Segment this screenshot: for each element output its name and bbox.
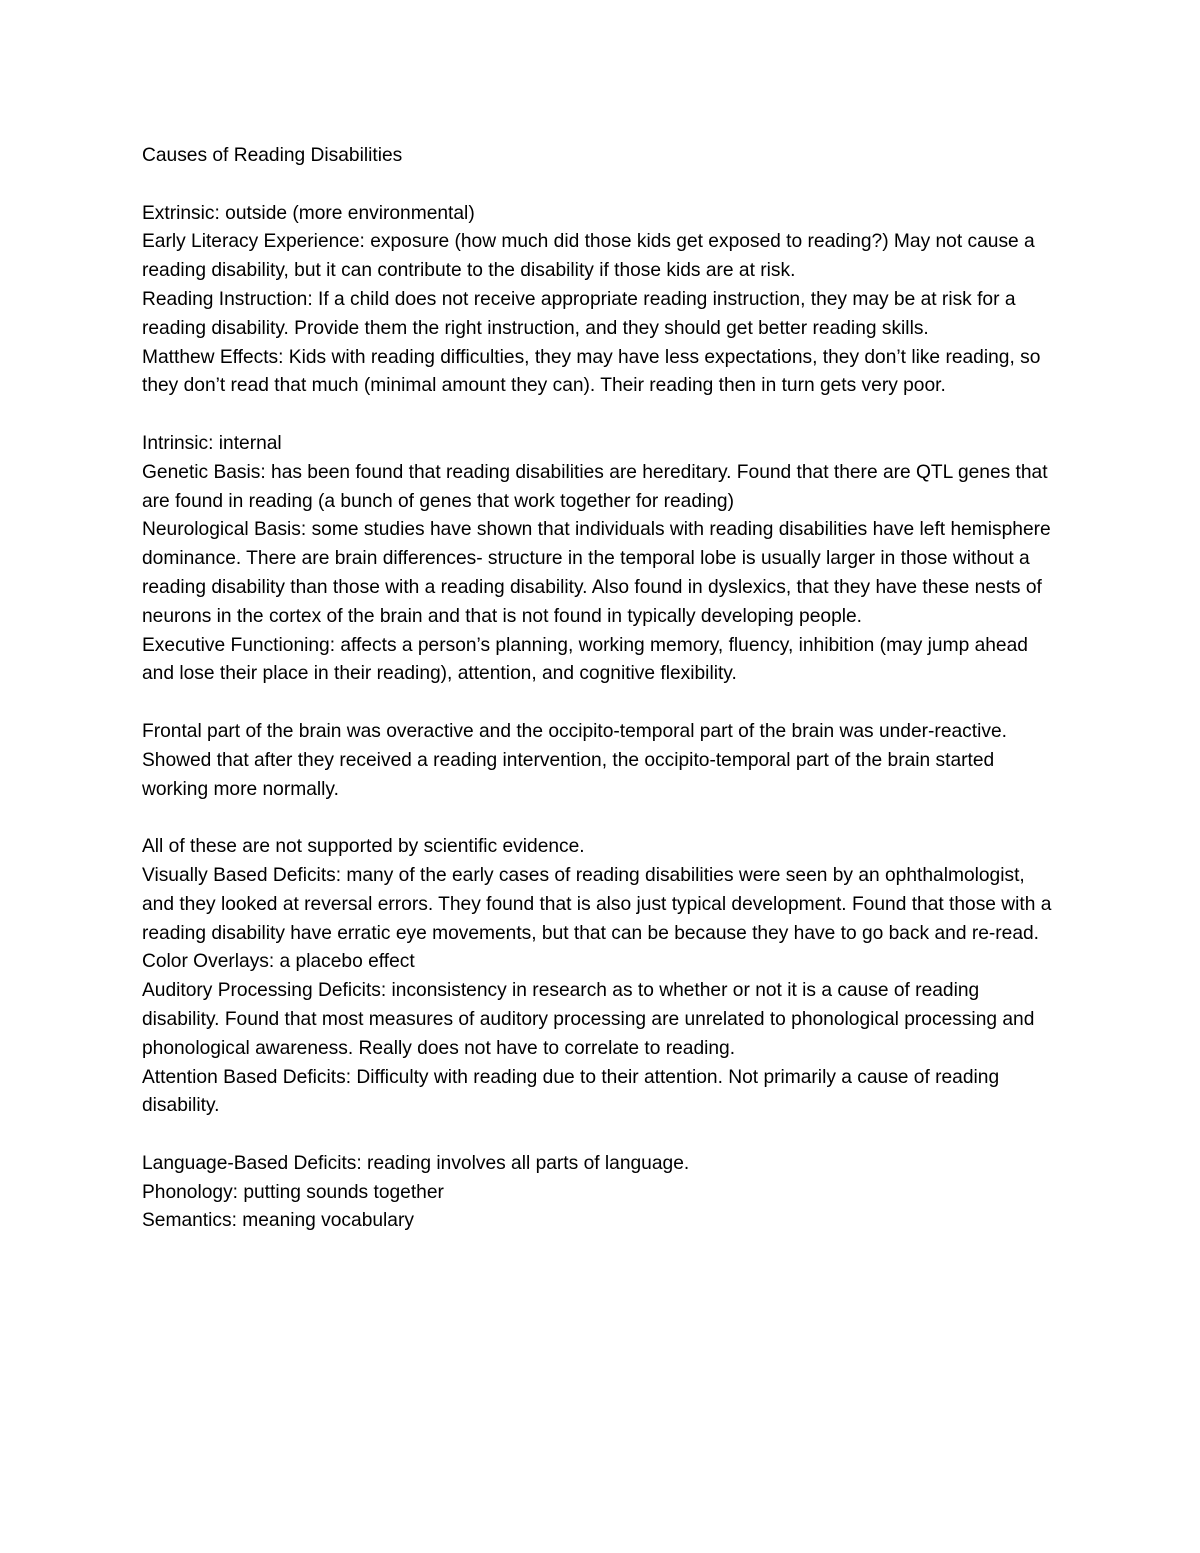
document-title: Causes of Reading Disabilities [142,145,403,166]
paragraph: Frontal part of the brain was overactive and the occipito-temporal part of the brain was under-reactive. [142,720,1007,742]
section-language [142,1150,1057,1236]
document-page [142,142,1057,1236]
paragraph: Neurological Basis: some studies have shown that individuals with reading disabilities have left hemisphere dominance. There are brain differences- structure in the temporal lobe is usually larger in those without a reading disability than those with a reading disability. Also found in dyslexics, that they have these nests of neurons in the cortex of the brain and that is not found in typically developing people. [142,519,1051,627]
paragraph: Semantics: meaning vocabulary [142,1210,414,1232]
paragraph: Matthew Effects: Kids with reading difficulties, they may have less expectations, they don’t like reading, so they don’t read that much (minimal amount they can). Their reading then in turn gets very poor. [142,346,1041,397]
paragraph: Genetic Basis: has been found that reading disabilities are hereditary. Found that there are QTL genes that are found in reading (a bunch of genes that work together for reading) [142,461,1048,512]
section-extrinsic [142,200,1057,402]
section-unsupported [142,833,1057,1121]
paragraph: Showed that after they received a reading intervention, the occipito-temporal part of the brain started working more normally. [142,749,995,800]
section-intrinsic [142,430,1057,689]
paragraph: Phonology: putting sounds together [142,1181,444,1203]
section-heading: Extrinsic: outside (more environmental) [142,202,475,224]
blank-line [142,401,1057,430]
blank-line [142,804,1057,833]
section-brain-activity [142,718,1057,804]
blank-line [142,689,1057,718]
paragraph: Attention Based Deficits: Difficulty with reading due to their attention. Not primarily a cause of reading disability. [142,1066,1000,1117]
paragraph: Auditory Processing Deficits: inconsistency in research as to whether or not it is a cause of reading disability. Found that most measures of auditory processing are unrelated to phonological processing and phonological awareness. Really does not have to correlate to reading. [142,980,1035,1059]
paragraph: Executive Functioning: affects a person’s planning, working memory, fluency, inhibition (may jump ahead and lose their place in their reading), attention, and cognitive flexibility. [142,634,1028,685]
paragraph: Early Literacy Experience: exposure (how much did those kids get exposed to reading?) May not cause a reading disability, but it can contribute to the disability if those kids are at risk. [142,231,1035,282]
blank-line [142,171,1057,200]
section-heading: Intrinsic: internal [142,432,282,454]
section-heading: Language-Based Deficits: reading involves all parts of language. [142,1152,690,1174]
blank-line [142,1121,1057,1150]
paragraph: Reading Instruction: If a child does not receive appropriate reading instruction, they may be at risk for a reading disability. Provide them the right instruction, and they should get better reading skills. [142,288,1016,339]
section-heading: All of these are not supported by scientific evidence. [142,836,585,858]
paragraph: Visually Based Deficits: many of the early cases of reading disabilities were seen by an ophthalmologist, and they looked at reversal errors. They found that is also just typical development. Found that those with a reading disability have erratic eye movements, but that can be because they have to go back and re-read. [142,864,1052,944]
paragraph: Color Overlays: a placebo effect [142,951,415,973]
